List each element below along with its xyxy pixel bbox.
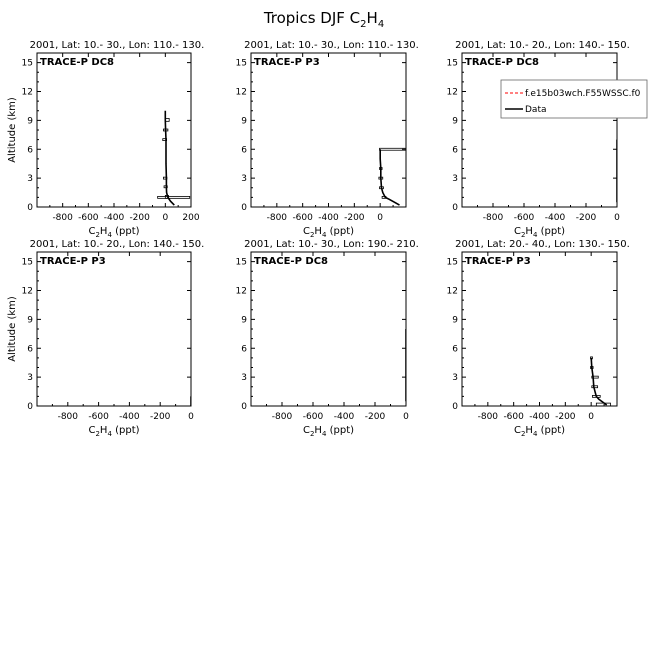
y-tick-label: 15 [446,257,458,268]
y-tick-label: 3 [452,174,458,185]
y-tick-label: 6 [27,145,33,156]
y-tick-label: 9 [241,315,247,326]
x-tick-label: -600 [503,412,524,422]
legend-label: f.e15b03wch.F55WSSC.f0 [525,89,641,99]
x-axis-label: $C_2H_4$ (ppt) [88,226,140,239]
x-tick-label: -600 [292,213,313,223]
panel-2 [236,40,419,239]
data-line [165,111,174,205]
y-tick-label: 3 [241,174,247,185]
x-tick-label: -600 [88,412,109,422]
data-line [591,358,607,405]
x-tick-label: -400 [119,412,140,422]
y-tick-label: 12 [21,286,33,297]
x-tick-label: -800 [477,412,499,422]
x-tick-label: 200 [182,213,200,223]
data-area [379,148,406,205]
x-tick-label: 0 [588,412,595,422]
y-tick-label: 0 [27,203,33,213]
y-axis-label: Altitude (km) [7,296,18,362]
y-tick-label: 15 [235,257,247,268]
campaign-label: TRACE-P P3 [40,256,106,267]
panel-header: 2001, Lat: 10.- 30., Lon: 190.- 210. [244,239,419,250]
y-tick-label: 9 [452,315,458,326]
x-tick-label: -200 [149,412,171,422]
y-tick-label: 9 [452,116,458,127]
data-area [591,357,611,406]
x-tick-label: -800 [271,412,293,422]
x-tick-label: -600 [302,412,324,422]
y-tick-label: 6 [241,344,247,355]
x-tick-label: -800 [52,213,73,223]
x-axis-label: $C_2H_4$ (ppt) [302,425,355,438]
x-tick-label: -200 [555,412,576,422]
y-tick-label: 9 [27,315,33,326]
campaign-label: TRACE-P DC8 [40,57,114,68]
y-tick-label: 6 [27,344,33,355]
plot-frame [251,53,406,207]
y-tick-label: 3 [452,373,458,384]
y-tick-label: 12 [21,87,33,98]
panel-header: 2001, Lat: 10.- 30., Lon: 110.- 130. [29,40,205,51]
range-box [158,196,190,198]
legend-label: Data [525,105,547,115]
x-tick-label: -600 [513,213,535,223]
y-tick-label: 3 [27,174,33,185]
panel-header: 2001, Lat: 10.- 20., Lon: 140.- 150. [455,40,630,51]
legend [501,80,647,118]
x-axis-label: $C_2H_4$ (ppt) [513,425,566,438]
y-tick-label: 9 [241,116,247,127]
x-tick-label: -800 [266,213,288,223]
x-tick-label: -400 [318,213,339,223]
panel-header: 2001, Lat: 10.- 20., Lon: 140.- 150. [29,239,205,250]
campaign-label: TRACE-P DC8 [254,256,328,267]
panel-5 [236,239,419,438]
x-tick-label: 0 [162,213,169,223]
y-tick-label: 12 [235,87,247,98]
data-area [158,111,190,205]
campaign-label: TRACE-P P3 [254,57,320,68]
x-tick-label: -400 [103,213,125,223]
x-tick-label: 0 [188,412,194,422]
x-tick-label: 0 [377,213,384,223]
panel-1 [7,40,204,239]
x-tick-label: -800 [57,412,79,422]
y-tick-label: 15 [21,58,33,69]
y-tick-label: 12 [446,87,458,98]
y-tick-label: 0 [241,203,247,213]
x-tick-label: -800 [482,213,504,223]
plot-frame [251,252,406,406]
campaign-label: TRACE-P P3 [465,256,531,267]
y-tick-label: 12 [235,286,247,297]
legend-box [501,80,647,118]
panel-header: 2001, Lat: 20.- 40., Lon: 130.- 150. [455,239,630,250]
x-axis-label: $C_2H_4$ (ppt) [302,226,355,239]
y-tick-label: 3 [27,373,33,384]
figure-title: Tropics DJF $C_2H_4$ [263,9,385,30]
x-tick-label: -200 [575,213,597,223]
x-tick-label: -600 [78,213,99,223]
panel-3 [447,40,630,239]
x-tick-label: -200 [129,213,150,223]
y-tick-label: 6 [452,145,458,156]
y-tick-label: 15 [446,58,458,69]
x-tick-label: -400 [529,412,550,422]
campaign-label: TRACE-P DC8 [465,57,539,68]
x-tick-label: -400 [333,412,355,422]
y-tick-label: 0 [241,402,247,412]
plot-frame [462,53,617,207]
x-axis-label: $C_2H_4$ (ppt) [513,226,566,239]
x-axis-label: $C_2H_4$ (ppt) [88,425,140,438]
y-tick-label: 3 [241,373,247,384]
y-tick-label: 12 [446,286,458,297]
y-tick-label: 6 [241,145,247,156]
y-tick-label: 15 [21,257,33,268]
x-tick-label: -200 [344,213,365,223]
panel-6 [447,239,630,438]
y-tick-label: 15 [235,58,247,69]
x-tick-label: -200 [364,412,386,422]
panel-4 [7,239,204,438]
y-tick-label: 0 [452,402,458,412]
y-tick-label: 0 [452,203,458,213]
y-tick-label: 6 [452,344,458,355]
y-axis-label: Altitude (km) [7,97,18,163]
x-tick-label: 0 [403,412,409,422]
plot-frame [37,252,191,406]
y-tick-label: 9 [27,116,33,127]
x-tick-label: 0 [614,213,620,223]
y-tick-label: 0 [27,402,33,412]
panel-header: 2001, Lat: 10.- 30., Lon: 110.- 130. [244,40,419,51]
x-tick-label: -400 [544,213,566,223]
